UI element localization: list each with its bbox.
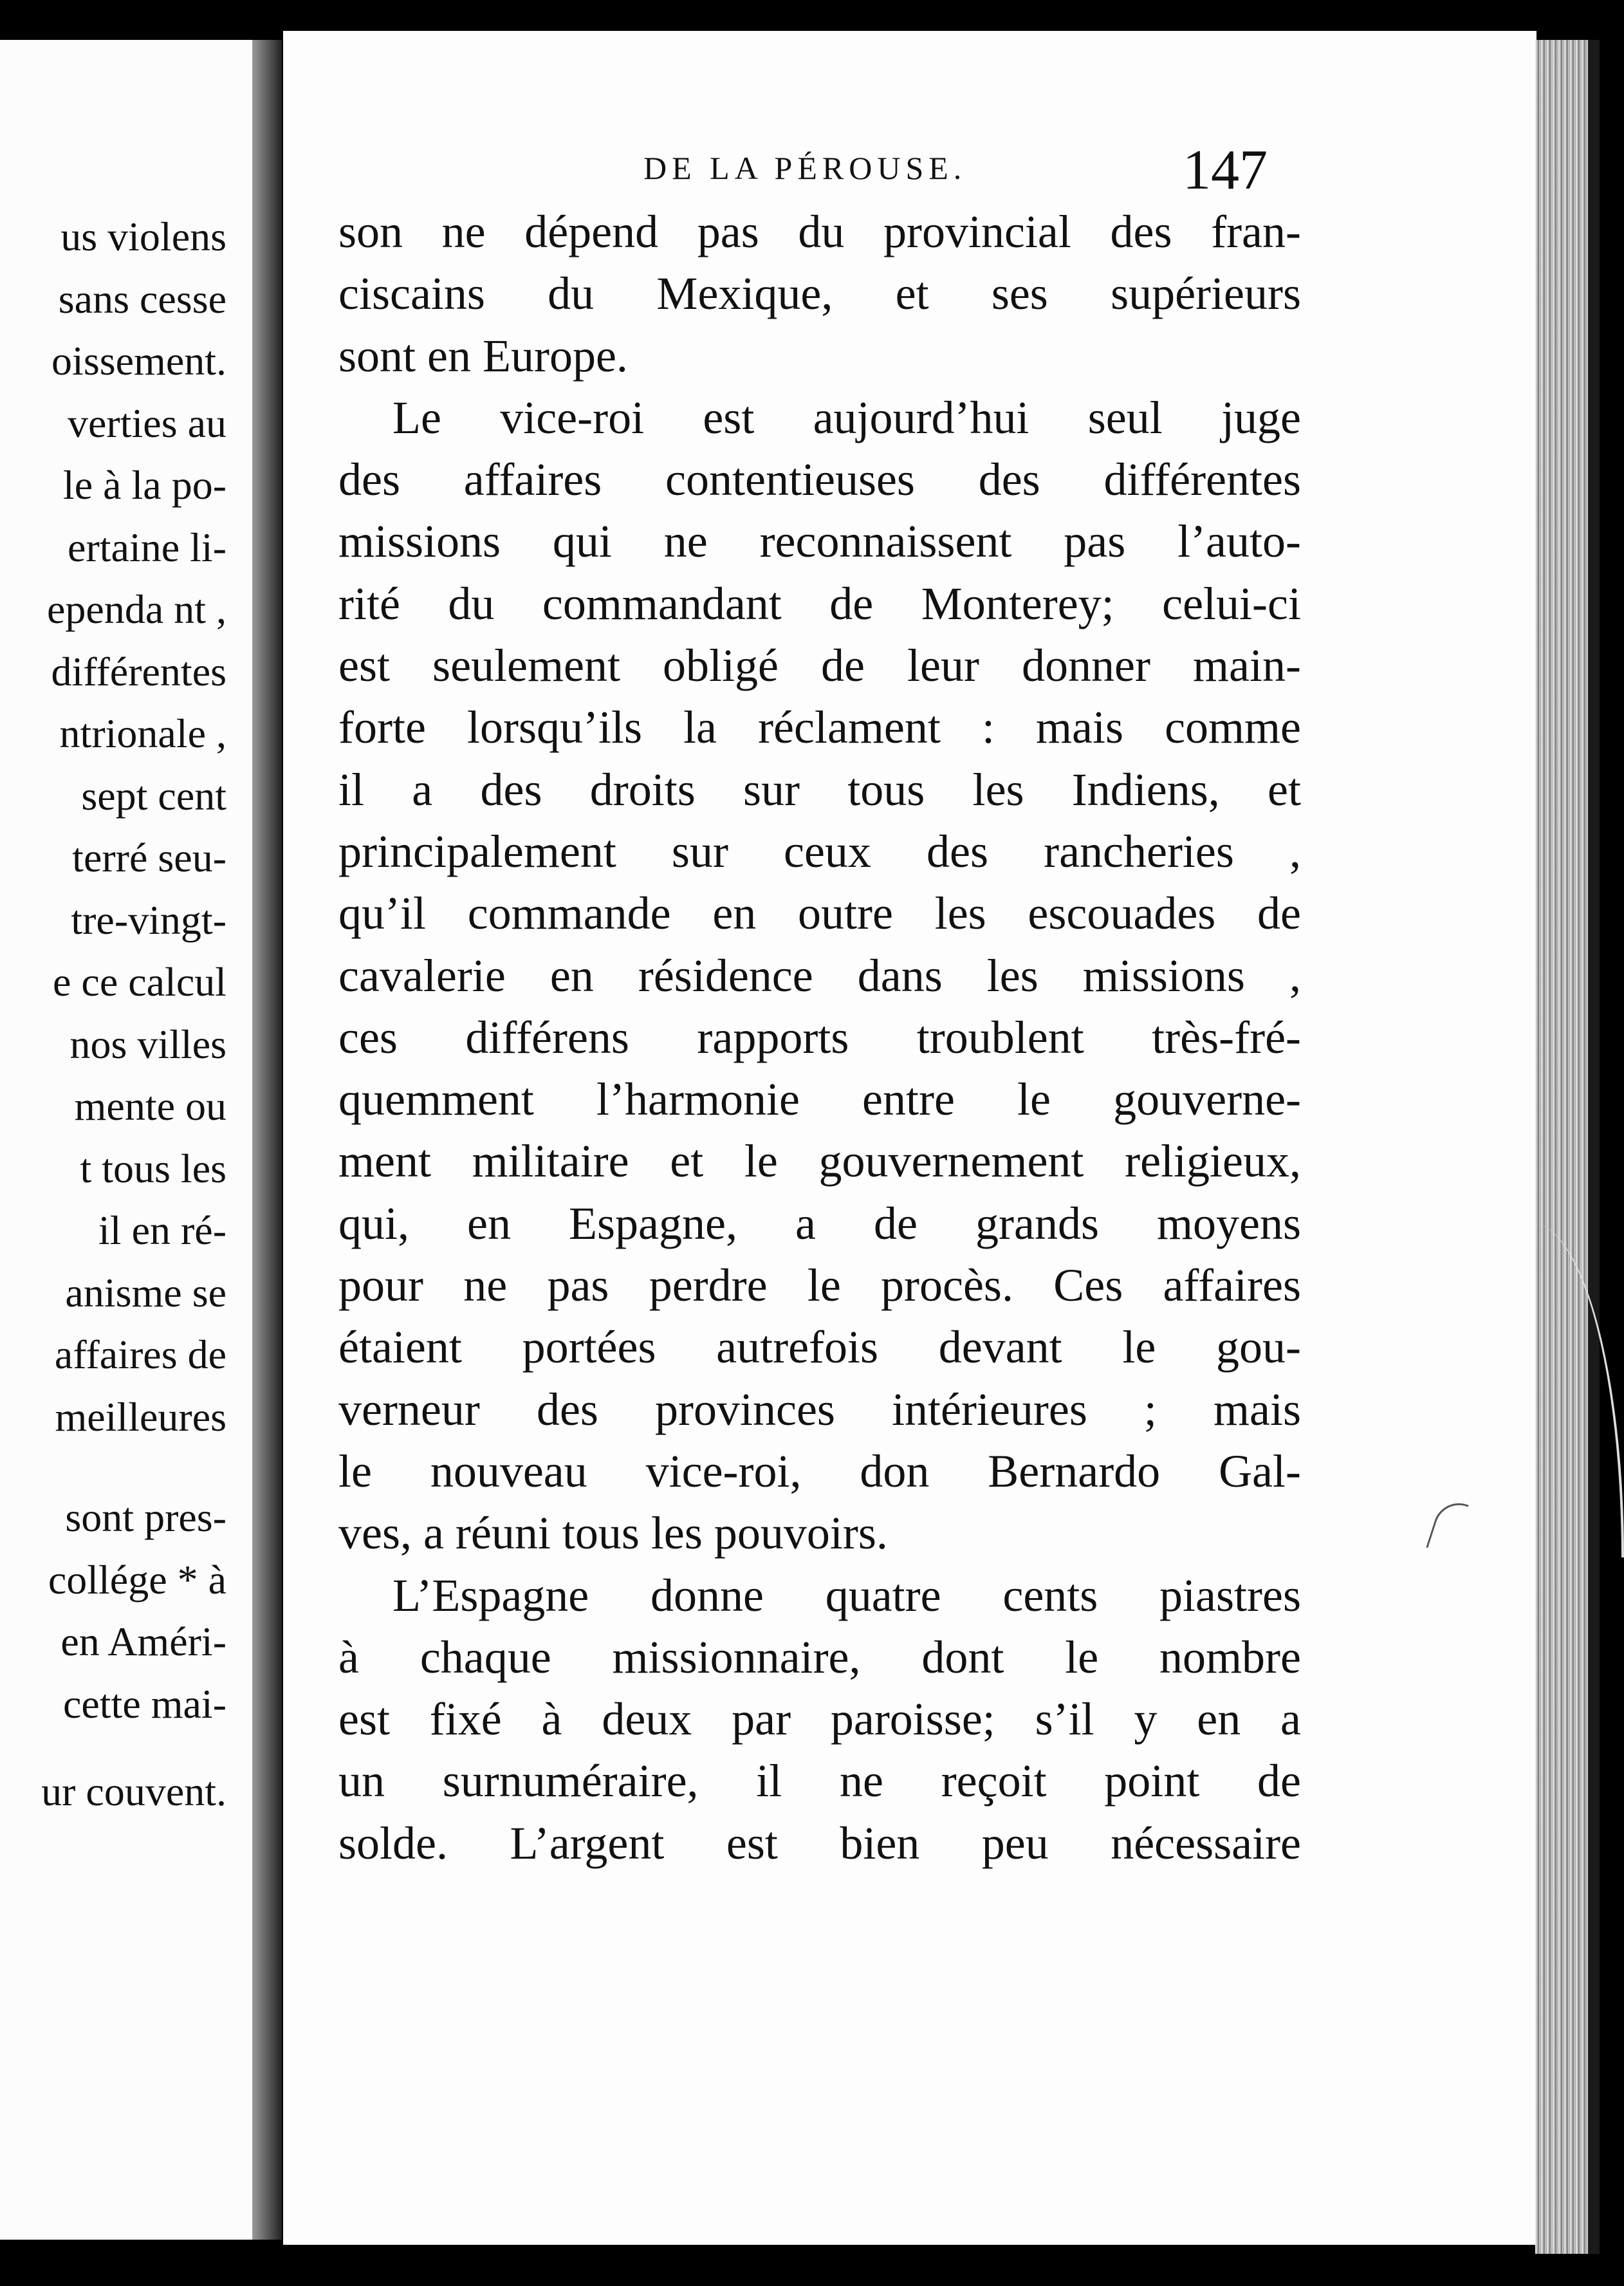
page-edge-shadow: [1588, 40, 1600, 2254]
left-line: anisme se: [65, 1269, 226, 1315]
text-line: étaient portées autrefois devant le gou-: [338, 1321, 1301, 1373]
left-line: meilleures: [55, 1393, 226, 1440]
text-line: des affaires contentieuses des différentes: [338, 454, 1301, 506]
text-line: Le vice-roi est aujourd’hui seul juge: [392, 391, 1301, 443]
running-head: DE LA PÉROUSE.: [643, 150, 967, 186]
paragraph-gap: [0, 1448, 226, 1487]
left-line: nos villes: [69, 1021, 226, 1067]
text-line: à chaque missionnaire, dont le nombre: [338, 1631, 1301, 1683]
left-line: affaires de: [54, 1332, 226, 1377]
left-line: ertaine li-: [68, 524, 226, 570]
paragraph-gap: [0, 1735, 226, 1761]
text-line: quemment l’harmonie entre le gouverne-: [338, 1073, 1301, 1126]
text-line: pour ne pas perdre le procès. Ces affaires: [338, 1259, 1301, 1312]
text-line: ciscains du Mexique, et ses supérieurs: [338, 268, 1301, 320]
left-line: verties au: [68, 400, 226, 446]
left-line: terré seu-: [72, 835, 226, 880]
left-line: e ce calcul: [53, 959, 226, 1005]
text-line: cavalerie en résidence dans les missions ,: [338, 949, 1301, 1001]
text-line: ment militaire et le gouvernement religieux,: [338, 1135, 1301, 1187]
text-line: sont en Europe.: [338, 330, 628, 382]
left-line: tre-vingt-: [71, 897, 226, 943]
text-line: est seulement obligé de leur donner main-: [338, 640, 1301, 692]
left-line: ependa nt ,: [47, 586, 226, 632]
page-edge-stack: [1535, 40, 1594, 2254]
page-curl: [1531, 1223, 1624, 1557]
left-line: t tous les: [80, 1145, 226, 1191]
text-line: verneur des provinces intérieures ; mais: [338, 1383, 1301, 1435]
text-line: ves, a réuni tous les pouvoirs.: [338, 1507, 888, 1559]
left-facing-page: [0, 40, 252, 2240]
left-line: ntrionale ,: [59, 711, 226, 756]
text-line: rité du commandant de Monterey; celui-ci: [338, 577, 1301, 629]
text-line: le nouveau vice-roi, don Bernardo Gal-: [338, 1445, 1301, 1497]
left-page-text: [0, 206, 226, 1823]
gutter-shadow: [252, 40, 282, 2240]
text-line: qui, en Espagne, a de grands moyens: [338, 1197, 1301, 1249]
left-line: il en ré-: [98, 1207, 226, 1253]
text-line: missions qui ne reconnaissent pas l’auto-: [338, 516, 1301, 568]
text-line: qu’il commande en outre les escouades de: [338, 887, 1301, 940]
body-text: [338, 201, 1301, 1874]
text-line: son ne dépend pas du provincial des fran-: [338, 206, 1301, 257]
left-line: différentes: [51, 648, 226, 694]
text-line: principalement sur ceux des rancheries ,: [338, 825, 1301, 877]
text-line: forte lorsqu’ils la réclament : mais comme: [338, 702, 1301, 754]
left-line: le à la po-: [62, 462, 226, 508]
left-line: collége * à: [48, 1556, 226, 1603]
text-line: solde. L’argent est bien peu nécessaire: [338, 1817, 1301, 1869]
text-line: est fixé à deux par paroisse; s’il y en a: [338, 1693, 1301, 1745]
text-line: il a des droits sur tous les Indiens, et: [338, 763, 1301, 815]
text-line: L’Espagne donne quatre cents piastres: [392, 1569, 1301, 1621]
left-line: en Améri-: [60, 1619, 226, 1664]
page-number: 147: [1183, 139, 1268, 201]
text-line: ces différens rapports troublent très-fré-: [338, 1011, 1301, 1063]
left-line: sans cesse: [58, 275, 226, 322]
left-line: mente ou: [74, 1083, 226, 1129]
left-line: cette mai-: [62, 1680, 226, 1727]
left-line: sept cent: [81, 772, 226, 819]
left-line: oissement.: [51, 338, 226, 384]
text-line: un surnuméraire, il ne reçoit point de: [338, 1755, 1301, 1807]
left-line: ur couvent.: [41, 1769, 226, 1814]
left-line: us violens: [60, 214, 226, 259]
left-line: sont pres-: [65, 1494, 226, 1540]
